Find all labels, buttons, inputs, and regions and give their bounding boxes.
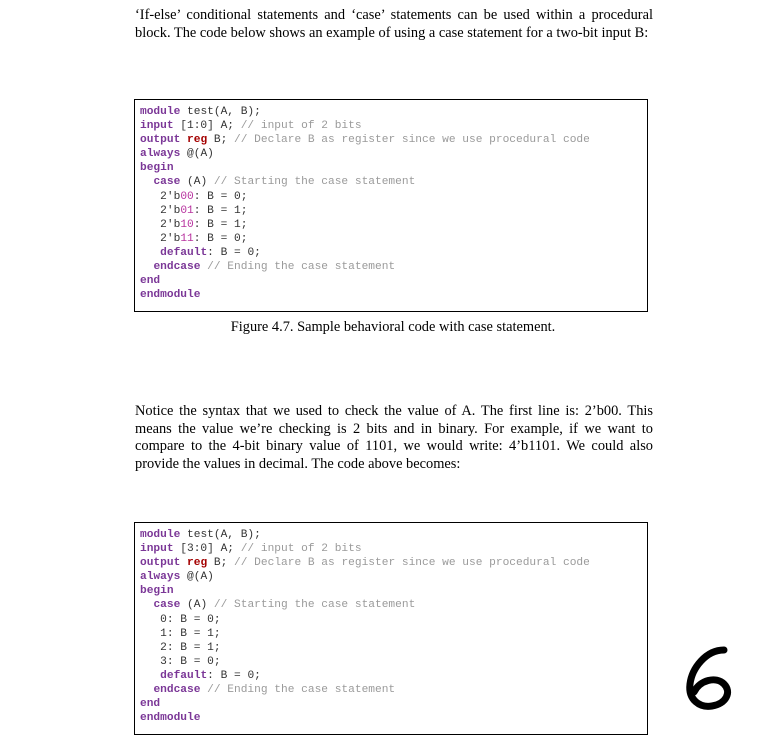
code-line — [140, 570, 647, 584]
code-line — [140, 542, 647, 556]
keyword: input — [140, 543, 174, 556]
code-text: test(A, B); — [180, 106, 261, 118]
keyword: input — [140, 120, 174, 133]
code-text: (A) — [180, 599, 214, 612]
keyword: case — [153, 176, 181, 189]
keyword: module — [140, 106, 181, 118]
keyword: output — [140, 557, 181, 570]
keyword: always — [140, 571, 181, 584]
keyword: endcase — [153, 684, 201, 697]
code-text: 2'b — [160, 190, 181, 203]
code-line — [140, 669, 647, 683]
keyword: output — [140, 134, 181, 147]
code-text: : B = 0; — [207, 669, 261, 682]
code-line — [140, 697, 647, 711]
number-literal: 00 — [180, 190, 194, 203]
code-text: 2: B = 1; — [160, 641, 221, 654]
code-line — [140, 655, 647, 669]
code-line — [140, 161, 647, 175]
code-line — [140, 641, 647, 655]
code-line — [140, 218, 647, 232]
code-line — [140, 260, 647, 274]
code-line — [140, 683, 647, 697]
code-line — [140, 147, 647, 161]
code-comment: // Ending the case statement — [200, 261, 396, 274]
code-comment: // Declare B as register since we use procedural code — [234, 557, 590, 570]
code-line — [140, 711, 647, 725]
code-text: : B = 0; — [193, 232, 248, 245]
code-comment: // Ending the case statement — [200, 684, 396, 697]
keyword: end — [140, 698, 161, 711]
keyword-reg: reg — [187, 557, 208, 570]
code-text: test(A, B); — [180, 529, 261, 541]
keyword: always — [140, 148, 181, 161]
code-text: : B = 0; — [193, 190, 248, 203]
code-comment: // Starting the case statement — [213, 176, 416, 189]
code-line — [140, 190, 647, 204]
number-literal: 10 — [180, 218, 194, 231]
intro-paragraph: ‘If-else’ conditional statements and ‘case’ statements can be used within a procedural block. The code below shows an example of using a case statement for a two-bit input B: — [135, 7, 653, 41]
code-text: 2'b — [160, 218, 181, 231]
keyword: module — [140, 529, 181, 541]
code-line — [140, 246, 647, 260]
code-line — [140, 175, 647, 189]
code-line — [140, 119, 647, 133]
notice-paragraph: Notice the syntax that we used to check the value of A. The first line is: 2’b00. This means the value we’re checking is 2 bits and in binary. For example, if we want to compare to the 4-bit binary value of 1101, we would write: 4’b1101. We could also provide the values in decimal. The code above becomes: — [135, 403, 653, 472]
code-text: 2'b — [160, 232, 181, 245]
code-line — [140, 528, 647, 542]
code-line — [140, 204, 647, 218]
code-line — [140, 584, 647, 598]
keyword: begin — [140, 585, 174, 598]
keyword: default — [160, 669, 208, 682]
number-literal: 11 — [180, 232, 194, 245]
handwritten-page-number — [680, 642, 740, 714]
code-text: @(A) — [180, 148, 214, 161]
code-line — [140, 274, 647, 288]
code-text: [3:0] A; — [173, 543, 241, 556]
code-comment: // input of 2 bits — [240, 120, 362, 133]
keyword: case — [153, 599, 181, 612]
code-text: [1:0] A; — [173, 120, 241, 133]
code-text: (A) — [180, 176, 214, 189]
code-line — [140, 288, 647, 302]
code-line — [140, 613, 647, 627]
code-line — [140, 627, 647, 641]
code-line — [140, 105, 647, 119]
code-text: : B = 1; — [193, 204, 248, 217]
code-line — [140, 556, 647, 570]
code-text: : B = 0; — [207, 246, 261, 259]
code-text: 2'b — [160, 204, 181, 217]
code-text: @(A) — [180, 571, 214, 584]
code-text: : B = 1; — [193, 218, 248, 231]
keyword: endcase — [153, 261, 201, 274]
number-literal: 01 — [180, 204, 194, 217]
code-block-binary — [134, 99, 648, 312]
code-line — [140, 598, 647, 612]
keyword: end — [140, 275, 161, 288]
code-text: 0: B = 0; — [160, 613, 221, 626]
code-comment: // Declare B as register since we use procedural code — [234, 134, 590, 147]
figure-caption: Figure 4.7. Sample behavioral code with case statement. — [230, 319, 556, 335]
keyword: begin — [140, 162, 174, 175]
keyword: endmodule — [140, 712, 201, 725]
keyword: endmodule — [140, 289, 201, 302]
code-line — [140, 232, 647, 246]
code-text: B; — [207, 557, 235, 570]
code-text: 3: B = 0; — [160, 655, 221, 668]
code-comment: // input of 2 bits — [240, 543, 362, 556]
keyword-reg: reg — [187, 134, 208, 147]
code-line — [140, 133, 647, 147]
keyword: default — [160, 246, 208, 259]
code-text: B; — [207, 134, 235, 147]
code-comment: // Starting the case statement — [213, 599, 416, 612]
code-block-decimal — [134, 522, 648, 735]
code-text: 1: B = 1; — [160, 627, 221, 640]
